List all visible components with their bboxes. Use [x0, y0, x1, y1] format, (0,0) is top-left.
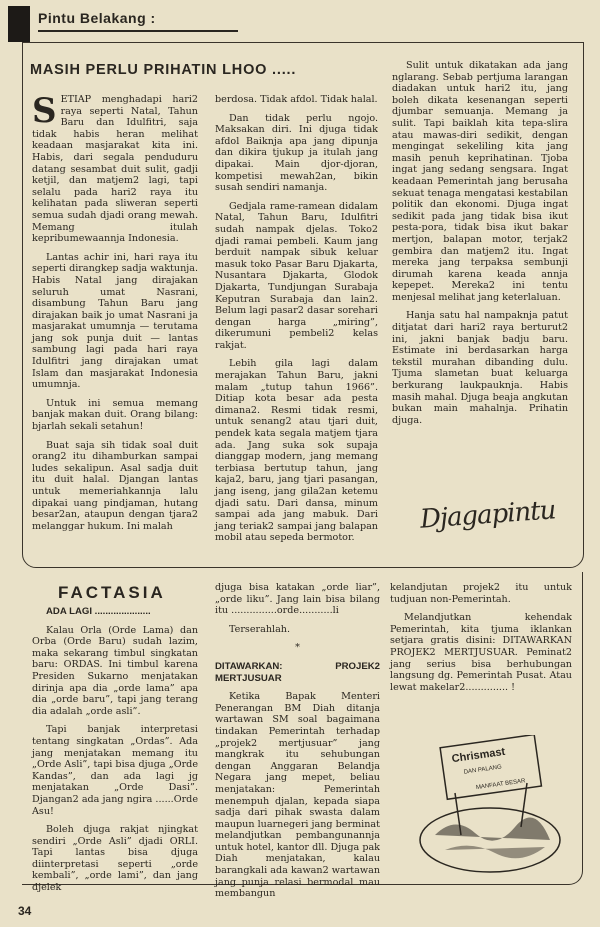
subheading: DITAWARKAN: PROJEK2 MERTJUSUAR: [215, 660, 380, 684]
article-column-2: [215, 94, 378, 551]
paragraph: Sulit untuk dikatakan ada jang nglarang. Sebab pertjuma larangan diadakan untuk hari2 itu, jang boleh dikata kesenangan seperti djumbar semuanja. Memang ja sulit. Tapi baiklah kita tepa-slira atau mawas-diri sedikit, dengan mengingat sekeliling kita jang masih penuh keprihatinan. Tjoba ingat jang sedang sengsara. Ingat keadaan Pemerintah jang berusaha sekuat tenaga mengatasi kestabilan politik dan ekonomi. Djuga ingat sedikit pada jang tidak bisa ikut pesta-pora, tidak bisa ikut bakar mertjon, balapan motor, terjak2 gembira dan matjem2 itu. Ingat mereka jang terpaksa sembunji dirumah karena keada annja kepepet. Mereka2 ini tentu menjesal melihat jang keterlaluan.: [392, 60, 568, 303]
paragraph: Gedjala rame-ramean didalam Natal, Tahun Baru, Idulfitri sudah nampak djelas. Toko2 djadi ramai pembeli. Kaum jang berduit nampak sibuk keluar masuk toko Pasar Baru Djakarta, Nusantara Djakarta, Glodok Djakarta, Tundjungan Surabaja Keputran Surabaja dan lain2. Belum lagi pasar2 dasar sorehari dengan harga „miring”, dikerumuni pembeli2 kelas rakjat.: [215, 200, 378, 351]
paragraph: Terserahlah.: [229, 623, 291, 635]
paragraph: Lebih gila lagi dalam merajakan Tahun Baru, jakni malam „tutup tahun 1966”. Ditiap kota besar ada pesta dimana2. Resmi tidak resmi, untuk senang2 atau tjari duit, pendek kata segala matjem tjara ada. Jang suka sok supaja dianggap modern, jang memang terbiasa bertutup tahun, jang kaja2, baru, jang tjari pasangan, jang iseng, jang gila2an ketemu djadi satu. Dari dansa, minum sampai ada jang mabuk. Dari jang teriak2 sampai jang balapan mobil atau sepeda bermotor.: [215, 358, 378, 544]
paragraph: Hanja satu hal nampaknja patut ditjatat dari hari2 raya berturut2 ini, jakni banjak badju baru. Estimate ini berdasarkan harga tekstil murahan dibanding dulu. Tjuma slametan buat keluarga berkurang laukpauknja. Habis masih mahal. Djuga beaja angkutan bukan main mahalnja. Prihatin djuga.: [392, 310, 568, 426]
paragraph: Tapi banjak interpretasi tentang singkatan „Ordas”. Ada jang menjatakan memang itu „Orde Asli”, tapi bisa djuga „Orde Kandas”, dan ada lagi jg menjatakan „Orde Dasi”. Djangan2 ada jang ngira ......Orde Asu!: [32, 724, 198, 817]
article-column-1: [32, 91, 198, 539]
section-underline: [38, 30, 238, 32]
section-title: Pintu Belakang :: [38, 10, 156, 26]
article-column-3: [392, 60, 568, 433]
factasia-column-3: [390, 582, 572, 700]
paragraph: Kalau Orla (Orde Lama) dan Orba (Orde Baru) sudah lazim, maka sekarang timbul singkatan baru: ORDAS. Ini timbul karena Presiden Sukarno menjatakan dirinja apa dia „orde lama” apa dia „orde baru”, tapi jang terang dia adalah „orde asli”.: [32, 624, 198, 717]
paragraph: kelandjutan projek2 itu untuk tudjuan non-Pemerintah.: [390, 582, 572, 605]
paragraph: Boleh djuga rakjat njingkat sendiri „Orde Asli” djadi ORLI. Tapi lantas bisa djuga diinterpretasi seperti „orde kembali”, „orde lami”, dan jang djelek: [32, 824, 198, 894]
paragraph: Buat saja sih tidak soal duit orang2 itu dihamburkan sampai ludes sekalipun. Asal sadja duit itu duit halal. Djangan lantas untuk memeriahkannja lalu dipakai uang pindjaman, hutang besar2an, ataupun dengan tjara2 melanggar hukum. Ini malah: [32, 439, 198, 532]
paragraph: ETIAP menghadapi hari2 raya seperti Natal, Tahun Baru dan Idulfitri, saja tidak habis heran melihat keadaan masjarakat kita ini. Habis, dari segala penduduru datang sesambat duit sulit, gadji ketjil, dan matjem2 lagi, tapi selalu pada hari2 raya itu kelihatan pada sliweran seperti semua sudah djadi orang mewah. Memang itulah kepribumewaannja Indonesia.: [32, 94, 198, 245]
paragraph: Dan tidak perlu ngojo. Maksakan diri. Ini djuga tidak afdol Baiknja apa jang dipunja dan dikira tjukup ja itulah jang dipakai. Main djor-djoran, kompetisi mewah2an, bikin susah sendiri namanja.: [215, 112, 378, 194]
paragraph: berdosa. Tidak afdol. Tidak halal.: [215, 94, 378, 105]
page-number: 34: [18, 904, 32, 918]
separator-star: *: [295, 642, 300, 654]
paragraph: Ketika Bapak Menteri Penerangan BM Diah ditanja wartawan SM soal bagaimana tindakan Pemerintah terhadap „projek2 mertjusuar” jang mangkrak itu sehubungan dengan Anggaran Belandja Negara jang mepet, beliau menjatakan: Pemerintah menempuh djalan, kepada siapa sadja dari pihak swasta dalam maupun luarnegeri jang berminat melandjutkan pembangunannja untuk hotel, kantor dll. Djuga pak Diah menjatakan, kalau barangkali ada kawan2 wartawan jang punja relasi bermodal mau membangun: [215, 691, 380, 900]
paragraph: djuga bisa katakan „orde liar”, „orde liku”. Jang lain bisa bilang itu ...............orde...........li: [215, 582, 380, 617]
factasia-column-1: [32, 606, 198, 901]
cartoon-illustration: [415, 735, 565, 875]
factasia-title: FACTASIA: [58, 583, 166, 602]
illustration-label: DAN PALANG: [463, 764, 503, 776]
paragraph: Untuk ini semua memang banjak makan duit. Orang bilang: bjarlah sekali setahun!: [32, 397, 198, 433]
illustration-label: MANFAAT BESAR: [475, 778, 526, 792]
section-marker: [8, 6, 30, 42]
article-title: MASIH PERLU PRIHATIN LHOO .....: [30, 62, 297, 78]
drop-cap: S: [32, 91, 57, 131]
illustration-label: Chrismast: [450, 745, 506, 766]
subheading: ADA LAGI .....................: [46, 606, 151, 617]
author-signature: Djagapintu: [419, 495, 557, 535]
factasia-column-2: [215, 582, 380, 907]
paragraph: Melandjutkan kehendak Pemerintah, kita tjuma iklankan setjara gratis disini: DITAWARKAN PROJEK2 MERTJUSUAR. Peminat2 jang serius bisa berhubungan langsung dg. Pemerintah Pusat. Atau lewat makelar2.............. !: [390, 612, 572, 693]
paragraph: Lantas achir ini, hari raya itu seperti dirangkep sadja waktunja. Habis Natal jang dirajakan seluruh umat Nasrani, disambung Tahun Baru jang dirajakan baik jo umat Nasrani ja masjarakat umumnja — terutama jang sok punja duit — lantas sambung lagi pada hari raya Idulfitri jang dirajakan umat Islam dan masjarakat Indonesia umumnja.: [32, 251, 198, 391]
